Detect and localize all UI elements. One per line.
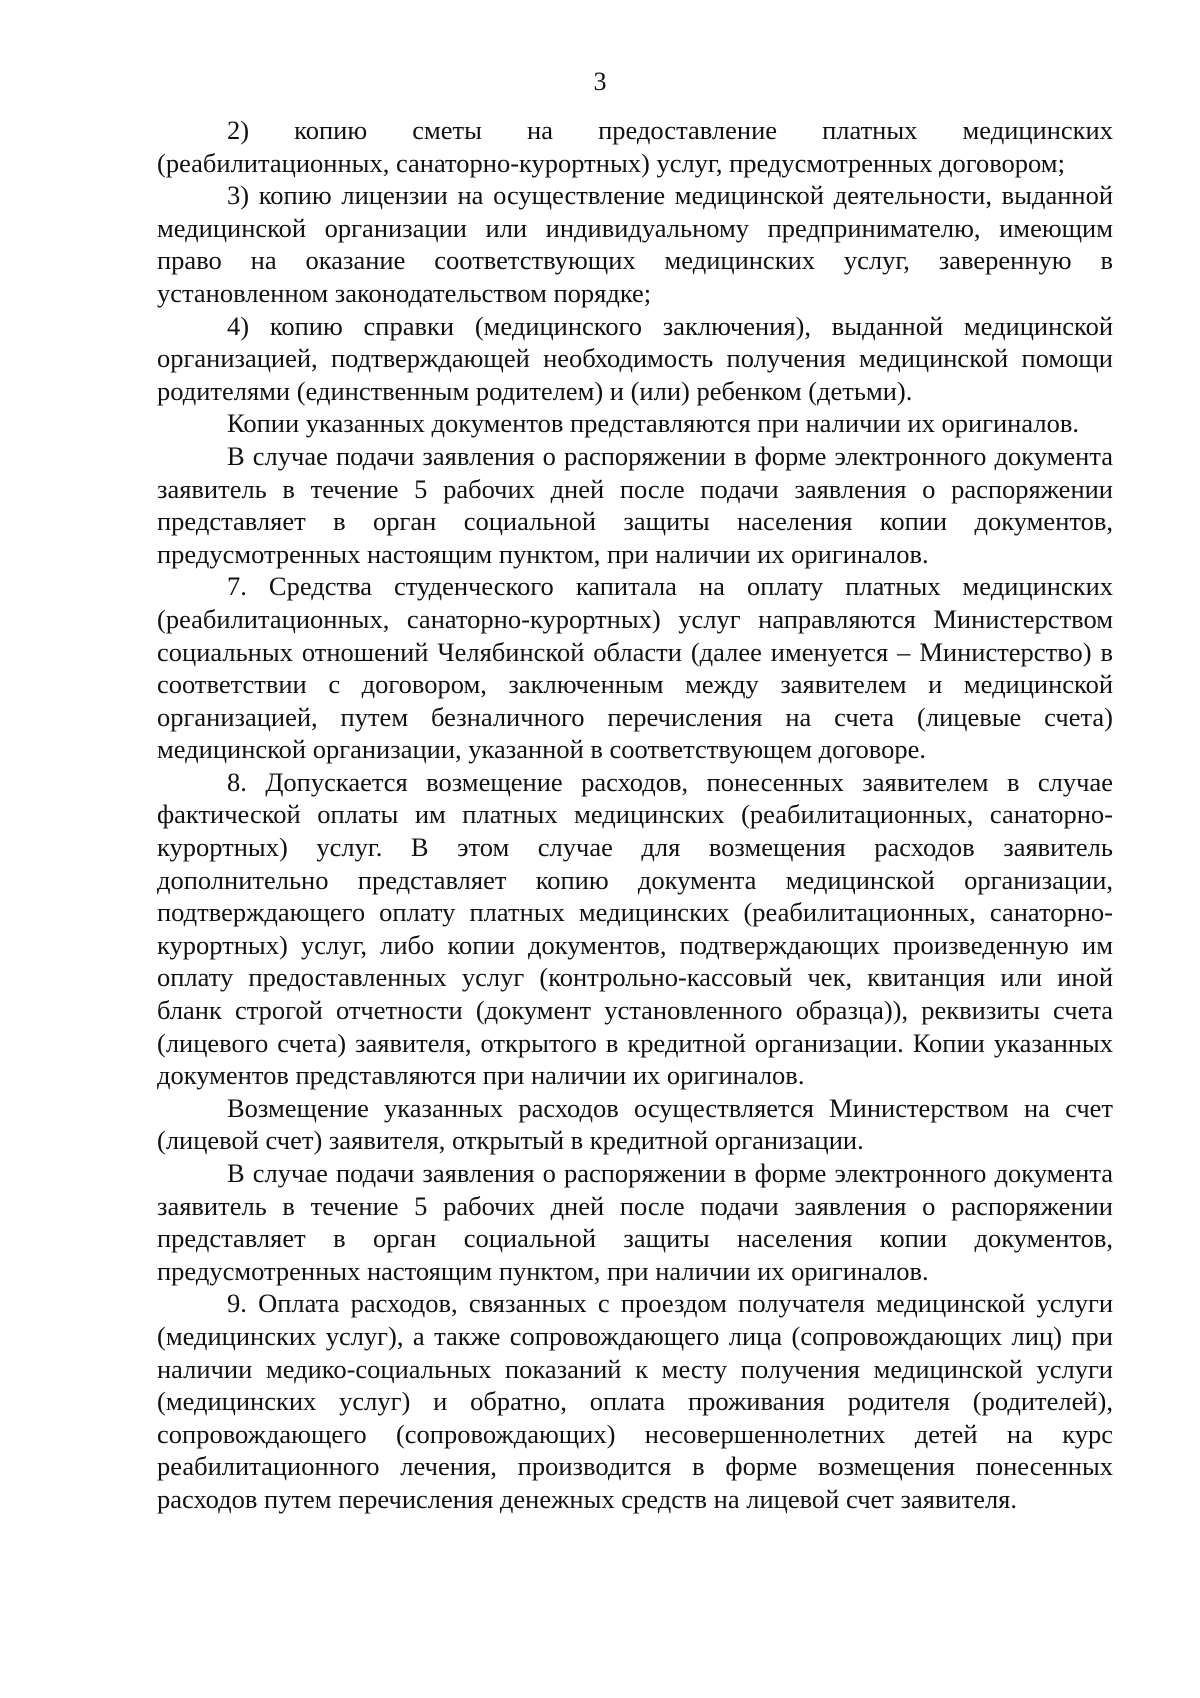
paragraph-electronic-submission-2: В случае подачи заявления о распоряжении в форме электронного документа заявитель в течение 5 рабочих дней после подачи заявления о распоряжении представляет в орган социальной защиты населения копии документов, предусмотренных настоящим пунктом, при наличии их оригиналов. (157, 1158, 1113, 1286)
paragraph-item-4: 4) копию справки (медицинского заключения), выданной медицинской организацией, подтверждающей необходимость получения медицинской помощи родителями (единственным родителем) и (или) ребенком (детьми). (157, 310, 1113, 406)
paragraph-clause-9: 9. Оплата расходов, связанных с проездом получателя медицинской услуги (медицинских услуг), а также сопровождающего лица (сопровождающих лиц) при наличии медико-социальных показаний к месту получения медицинской услуги (медицинских услуг) и обратно, оплата проживания родителя (родителей), сопровождающего (сопровождающих) несовершеннолетних детей на курс реабилитационного лечения, производится в форме возмещения понесенных расходов путем перечисления денежных средств на лицевой счет заявителя. (157, 1288, 1113, 1514)
paragraph-item-2: 2) копию сметы на предоставление платных медицинских (реабилитационных, санаторно-курортных) услуг, предусмотренных договором; (157, 115, 1113, 178)
paragraph-reimbursement: Возмещение указанных расходов осуществляется Министерством на счет (лицевой счет) заявителя, открытый в кредитной организации. (157, 1092, 1113, 1156)
paragraph-item-3: 3) копию лицензии на осуществление медицинской деятельности, выданной медицинской организации или индивидуальному предпринимателю, имеющим право на оказание соответствующих медицинских услуг, заверенную в установленном законодательством порядке; (157, 180, 1113, 308)
page-number: 3 (593, 67, 607, 96)
document-body (157, 114, 1113, 1516)
paragraph-clause-7: 7. Средства студенческого капитала на оплату платных медицинских (реабилитационных, санаторно-курортных) услуг направляются Министерством социальных отношений Челябинской области (далее именуется – Министерство) в соответствии с договором, заключенным между заявителем и медицинской организацией, путем безналичного перечисления на счета (лицевые счета) медицинской организации, указанной в соответствующем договоре. (157, 571, 1113, 765)
paragraph-clause-8: 8. Допускается возмещение расходов, понесенных заявителем в случае фактической оплаты им платных медицинских (реабилитационных, санаторно-курортных) услуг. В этом случае для возмещения расходов заявитель дополнительно представляет копию документа медицинской организации, подтверждающего оплату платных медицинских (реабилитационных, санаторно-курортных) услуг, либо копии документов, подтверждающих произведенную им оплату предоставленных услуг (контрольно-кассовый чек, квитанция или иной бланк строгой отчетности (документ установленного образца)), реквизиты счета (лицевого счета) заявителя, открытого в кредитной организации. Копии указанных документов представляются при наличии их оригиналов. (157, 766, 1113, 1091)
paragraph-copies-note: Копии указанных документов представляются при наличии их оригиналов. (227, 408, 1079, 439)
paragraph-electronic-submission: В случае подачи заявления о распоряжении в форме электронного документа заявитель в течение 5 рабочих дней после подачи заявления о распоряжении представляет в орган социальной защиты населения копии документов, предусмотренных настоящим пунктом, при наличии их оригиналов. (157, 440, 1113, 569)
